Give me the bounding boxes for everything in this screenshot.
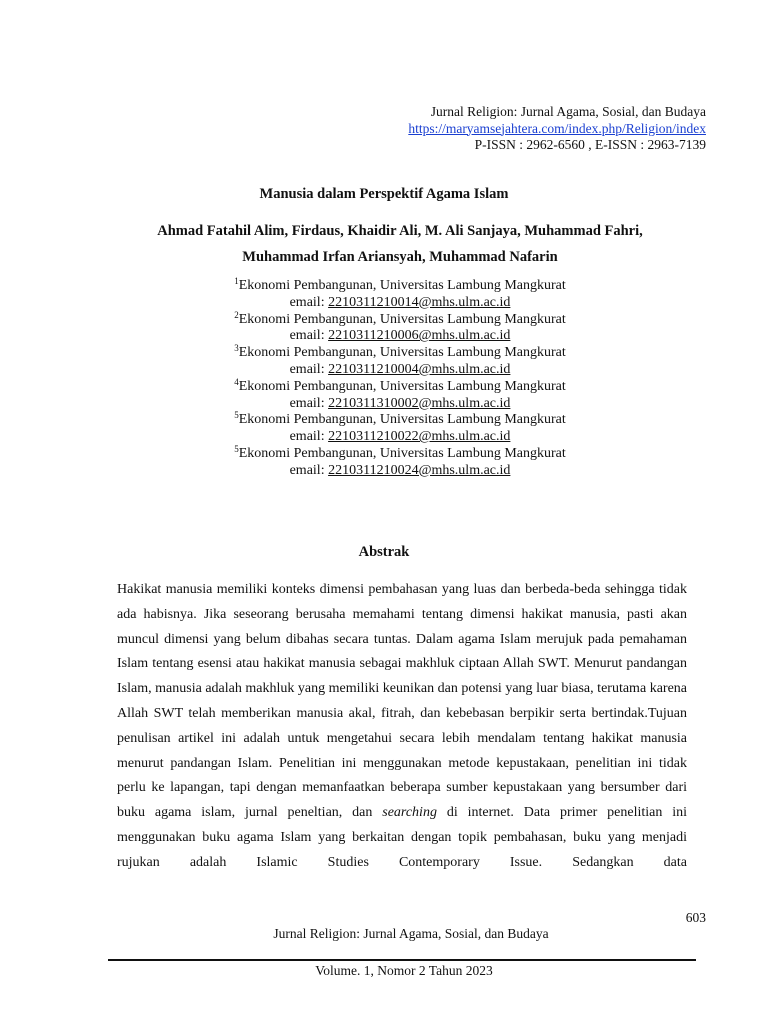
abstract-italic-term: searching	[382, 805, 437, 821]
abstract-text-part: Hakikat manusia memiliki konteks dimensi pembahasan yang luas dan berbeda-beda sehingga tidak ada habisnya. Jika seseorang berusaha memahami tentang dimensi hakikat manusia, pasti akan muncul dimensi yang belum dibahas secara tuntas. Dalam agama Islam merujuk pada pemahaman Islam tentang esensi atau hakikat manusia sebagai makhluk ciptaan Allah SWT. Menurut pandangan Islam, manusia adalah makhluk yang memiliki keunikan dan potensi yang luar biasa, terutama karena Allah SWT telah memberikan manusia akal, fitrah, dan kebebasan berpikir serta bertindak.Tujuan penulisan artikel ini adalah untuk mengetahui secara lebih mendalam tentang hakikat manusia menurut pandangan Islam. Penelitian ini menggunakan metode kepustakaan, penelitian ini tidak perlu ke lapangan, tapi dengan memanfaatkan beberapa sumber kepustakaan yang bersumber dari buku agama islam, jurnal peneltian, dan	[117, 582, 687, 821]
journal-header	[408, 104, 706, 154]
email-link[interactable]: 2210311210014@mhs.ulm.ac.id	[328, 294, 511, 310]
email-label: email:	[289, 328, 325, 344]
abstract-heading: Abstrak	[358, 544, 410, 560]
abstract-text	[117, 578, 687, 876]
page-number: 603	[685, 910, 706, 925]
article-title: Manusia dalam Perspektif Agama Islam	[259, 186, 509, 202]
email-label: email:	[289, 361, 325, 377]
affiliation-list	[100, 278, 700, 480]
affiliation-item	[100, 376, 700, 413]
affiliation-institution: Ekonomi Pembangunan, Universitas Lambung Mangkurat	[238, 278, 566, 293]
author-line: Muhammad Irfan Ariansyah, Muhammad Nafarin	[242, 249, 558, 265]
affiliation-item	[100, 309, 700, 346]
affiliation-institution: Ekonomi Pembangunan, Universitas Lambung Mangkurat	[238, 378, 566, 394]
email-link[interactable]: 2210311210024@mhs.ulm.ac.id	[328, 462, 511, 478]
journal-name: Jurnal Religion: Jurnal Agama, Sosial, dan Budaya	[430, 104, 706, 119]
affiliation-superscript: 4	[234, 376, 239, 387]
email-link[interactable]: 2210311210006@mhs.ulm.ac.id	[328, 328, 511, 344]
affiliation-superscript: 1	[234, 276, 239, 286]
affiliation-institution: Ekonomi Pembangunan, Universitas Lambung Mangkurat	[238, 445, 566, 461]
affiliation-institution: Ekonomi Pembangunan, Universitas Lambung Mangkurat	[238, 412, 566, 428]
affiliation-superscript: 2	[234, 309, 239, 320]
email-label: email:	[289, 294, 325, 310]
email-link[interactable]: 2210311310002@mhs.ulm.ac.id	[328, 395, 511, 411]
affiliation-institution: Ekonomi Pembangunan, Universitas Lambung Mangkurat	[238, 311, 566, 327]
issn-line: P-ISSN : 2962-6560 , E-ISSN : 2963-7139	[474, 137, 706, 152]
affiliation-superscript: 5	[234, 410, 239, 421]
footer-volume: Volume. 1, Nomor 2 Tahun 2023	[315, 963, 493, 978]
affiliation-item	[100, 345, 700, 379]
affiliation-institution: Ekonomi Pembangunan, Universitas Lambung Mangkurat	[238, 345, 566, 361]
affiliation-superscript: 5	[234, 443, 239, 454]
footer-divider	[108, 959, 696, 961]
email-link[interactable]: 2210311210004@mhs.ulm.ac.id	[328, 361, 511, 377]
affiliation-superscript: 3	[234, 343, 239, 354]
email-label: email:	[289, 429, 325, 445]
author-line: Ahmad Fatahil Alim, Firdaus, Khaidir Ali, M. Ali Sanjaya, Muhammad Fahri,	[157, 223, 643, 239]
abstract-text-part: di internet. Data primer penelitian ini menggunakan buku agama Islam yang berkaitan dengan topik pembahasan, buku yang menjadi rujukan adalah Islamic Studies Contemporary Issue. Sedangkan data	[117, 805, 688, 870]
affiliation-item	[100, 278, 700, 312]
email-link[interactable]: 2210311210022@mhs.ulm.ac.id	[328, 429, 511, 445]
email-label: email:	[289, 395, 325, 411]
author-list	[100, 218, 700, 270]
affiliation-item	[100, 443, 700, 480]
email-label: email:	[289, 462, 325, 478]
footer-journal-name: Jurnal Religion: Jurnal Agama, Sosial, dan Budaya	[273, 926, 549, 941]
affiliation-item	[100, 412, 700, 446]
journal-url-link[interactable]: https://maryamsejahtera.com/index.php/Religion/index	[408, 120, 706, 136]
